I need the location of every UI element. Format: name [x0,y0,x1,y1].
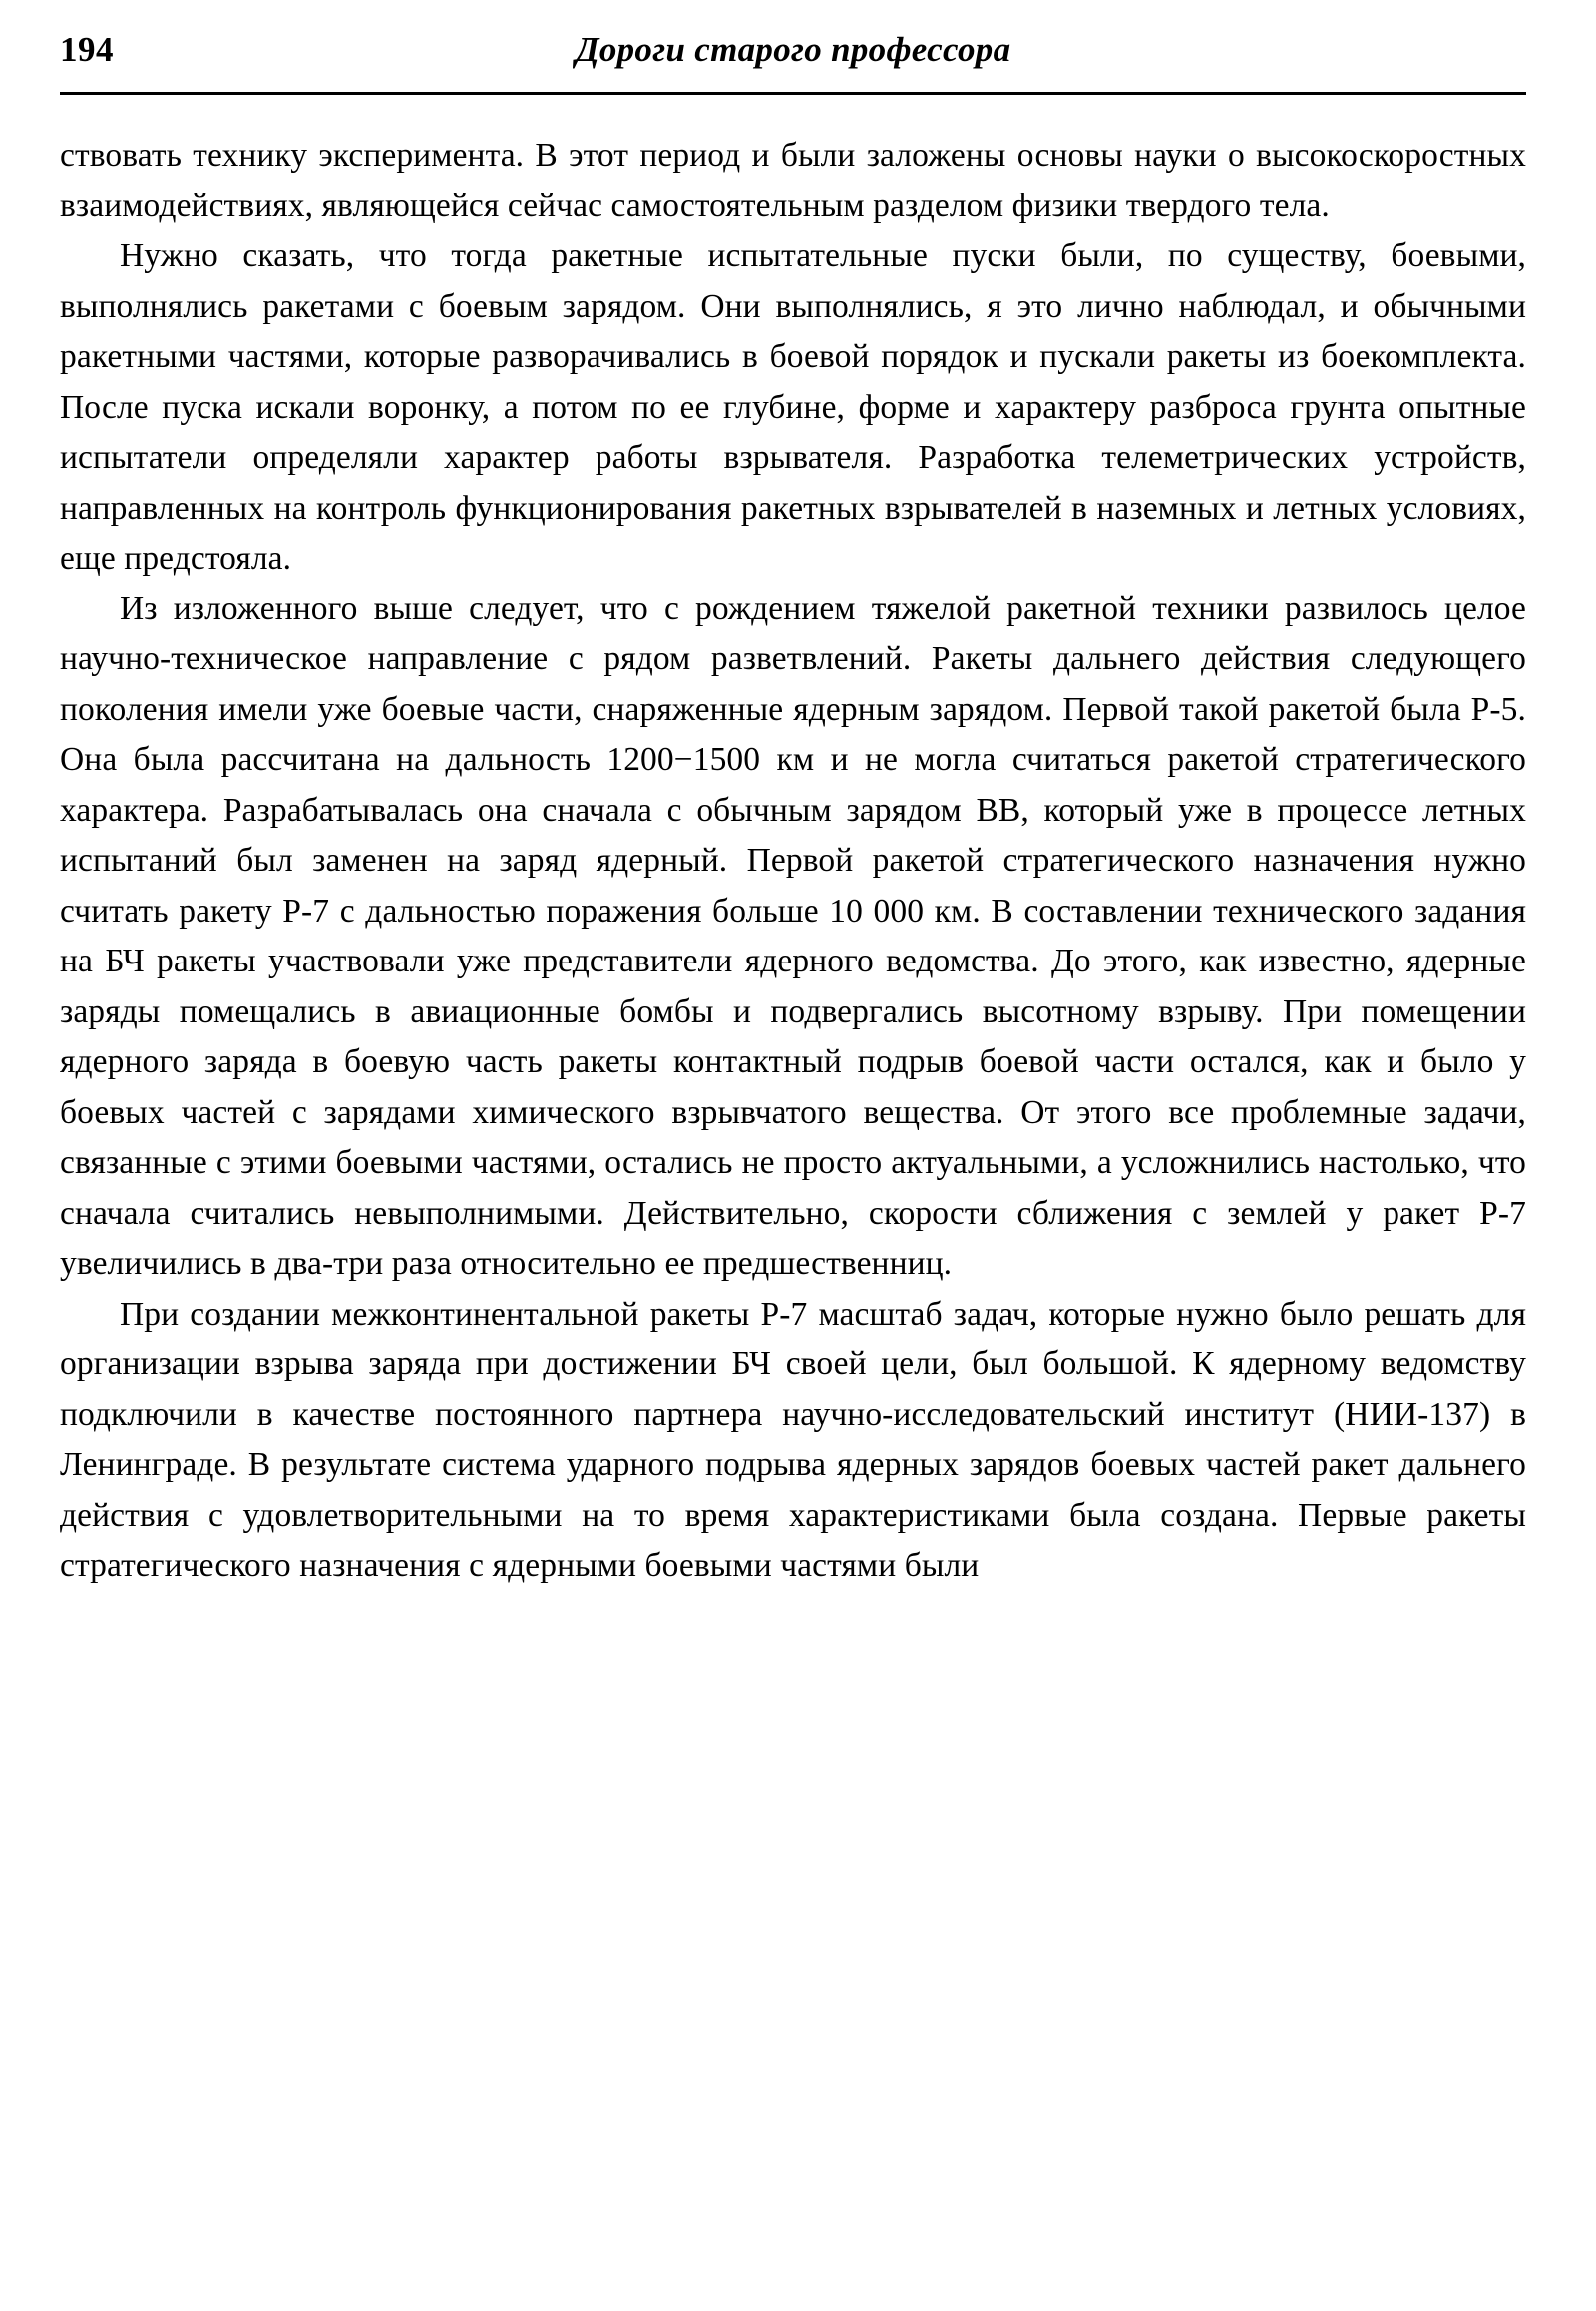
paragraph-1: ствовать технику эксперимента. В этот период и были заложены основы науки о высокоскоростных взаимодействиях, являющейся сейчас самостоятельным разделом физики твердого тела. [60,137,1526,224]
running-title: Дороги старого профессора [575,30,1011,69]
page-number: 194 [60,30,114,69]
header-divider [60,92,1526,95]
paragraph-2: Нужно сказать, что тогда ракетные испытательные пуски были, по существу, боевыми, выполнялись ракетами с боевым зарядом. Они выполнялись, я это лично наблюдал, и обычными ракетными частями, которые разворачивались в боевой порядок и пускали ракеты из боекомплекта. После пуска искали воронку, а потом по ее глубине, форме и характеру разброса грунта опытные испытатели определяли характер работы взрывателя. Разработка телеметрических устройств, направленных на контроль функционирования ракетных взрывателей в наземных и летных условиях, еще предстояла. [60,237,1526,577]
page-header [60,30,1526,86]
body-text [60,131,1526,1592]
paragraph-4: При создании межконтинентальной ракеты Р-7 масштаб задач, которые нужно было решать для организации взрыва заряда при достижении БЧ своей цели, был большой. К ядерному ведомству подключили в качестве постоянного партнера научно-исследовательский институт (НИИ-137) в Ленинграде. В результате система ударного подрыва ядерных зарядов боевых частей ракет дальнего действия с удовлетворительными на то время характеристиками была создана. Первые ракеты стратегического назначения с ядерными боевыми частями были [60,1295,1526,1584]
paragraph-3: Из изложенного выше следует, что с рождением тяжелой ракетной техники развилось целое научно-техническое направление с рядом разветвлений. Ракеты дальнего действия следующего поколения имели уже боевые части, снаряженные ядерным зарядом. Первой такой ракетой была Р-5. Она была рассчитана на дальность 1200−1500 км и не могла считаться ракетой стратегического характера. Разрабатывалась она сначала с обычным зарядом ВВ, который уже в процессе летных испытаний был заменен на заряд ядерный. Первой ракетой стратегического назначения нужно считать ракету Р-7 с дальностью поражения больше 10 000 км. В составлении технического задания на БЧ ракеты участвовали уже представители ядерного ведомства. До этого, как известно, ядерные заряды помещались в авиационные бомбы и подвергались высотному взрыву. При помещении ядерного заряда в боевую часть ракеты контактный подрыв боевой части остался, как и было у боевых частей с зарядами химического взрывчатого вещества. От этого все проблемные задачи, связанные с этими боевыми частями, остались не просто актуальными, а усложнились настолько, что сначала считались невыполнимыми. Действительно, скорости сближения с землей у ракет Р-7 увеличились в два-три раза относительно ее предшественниц. [60,589,1526,1282]
